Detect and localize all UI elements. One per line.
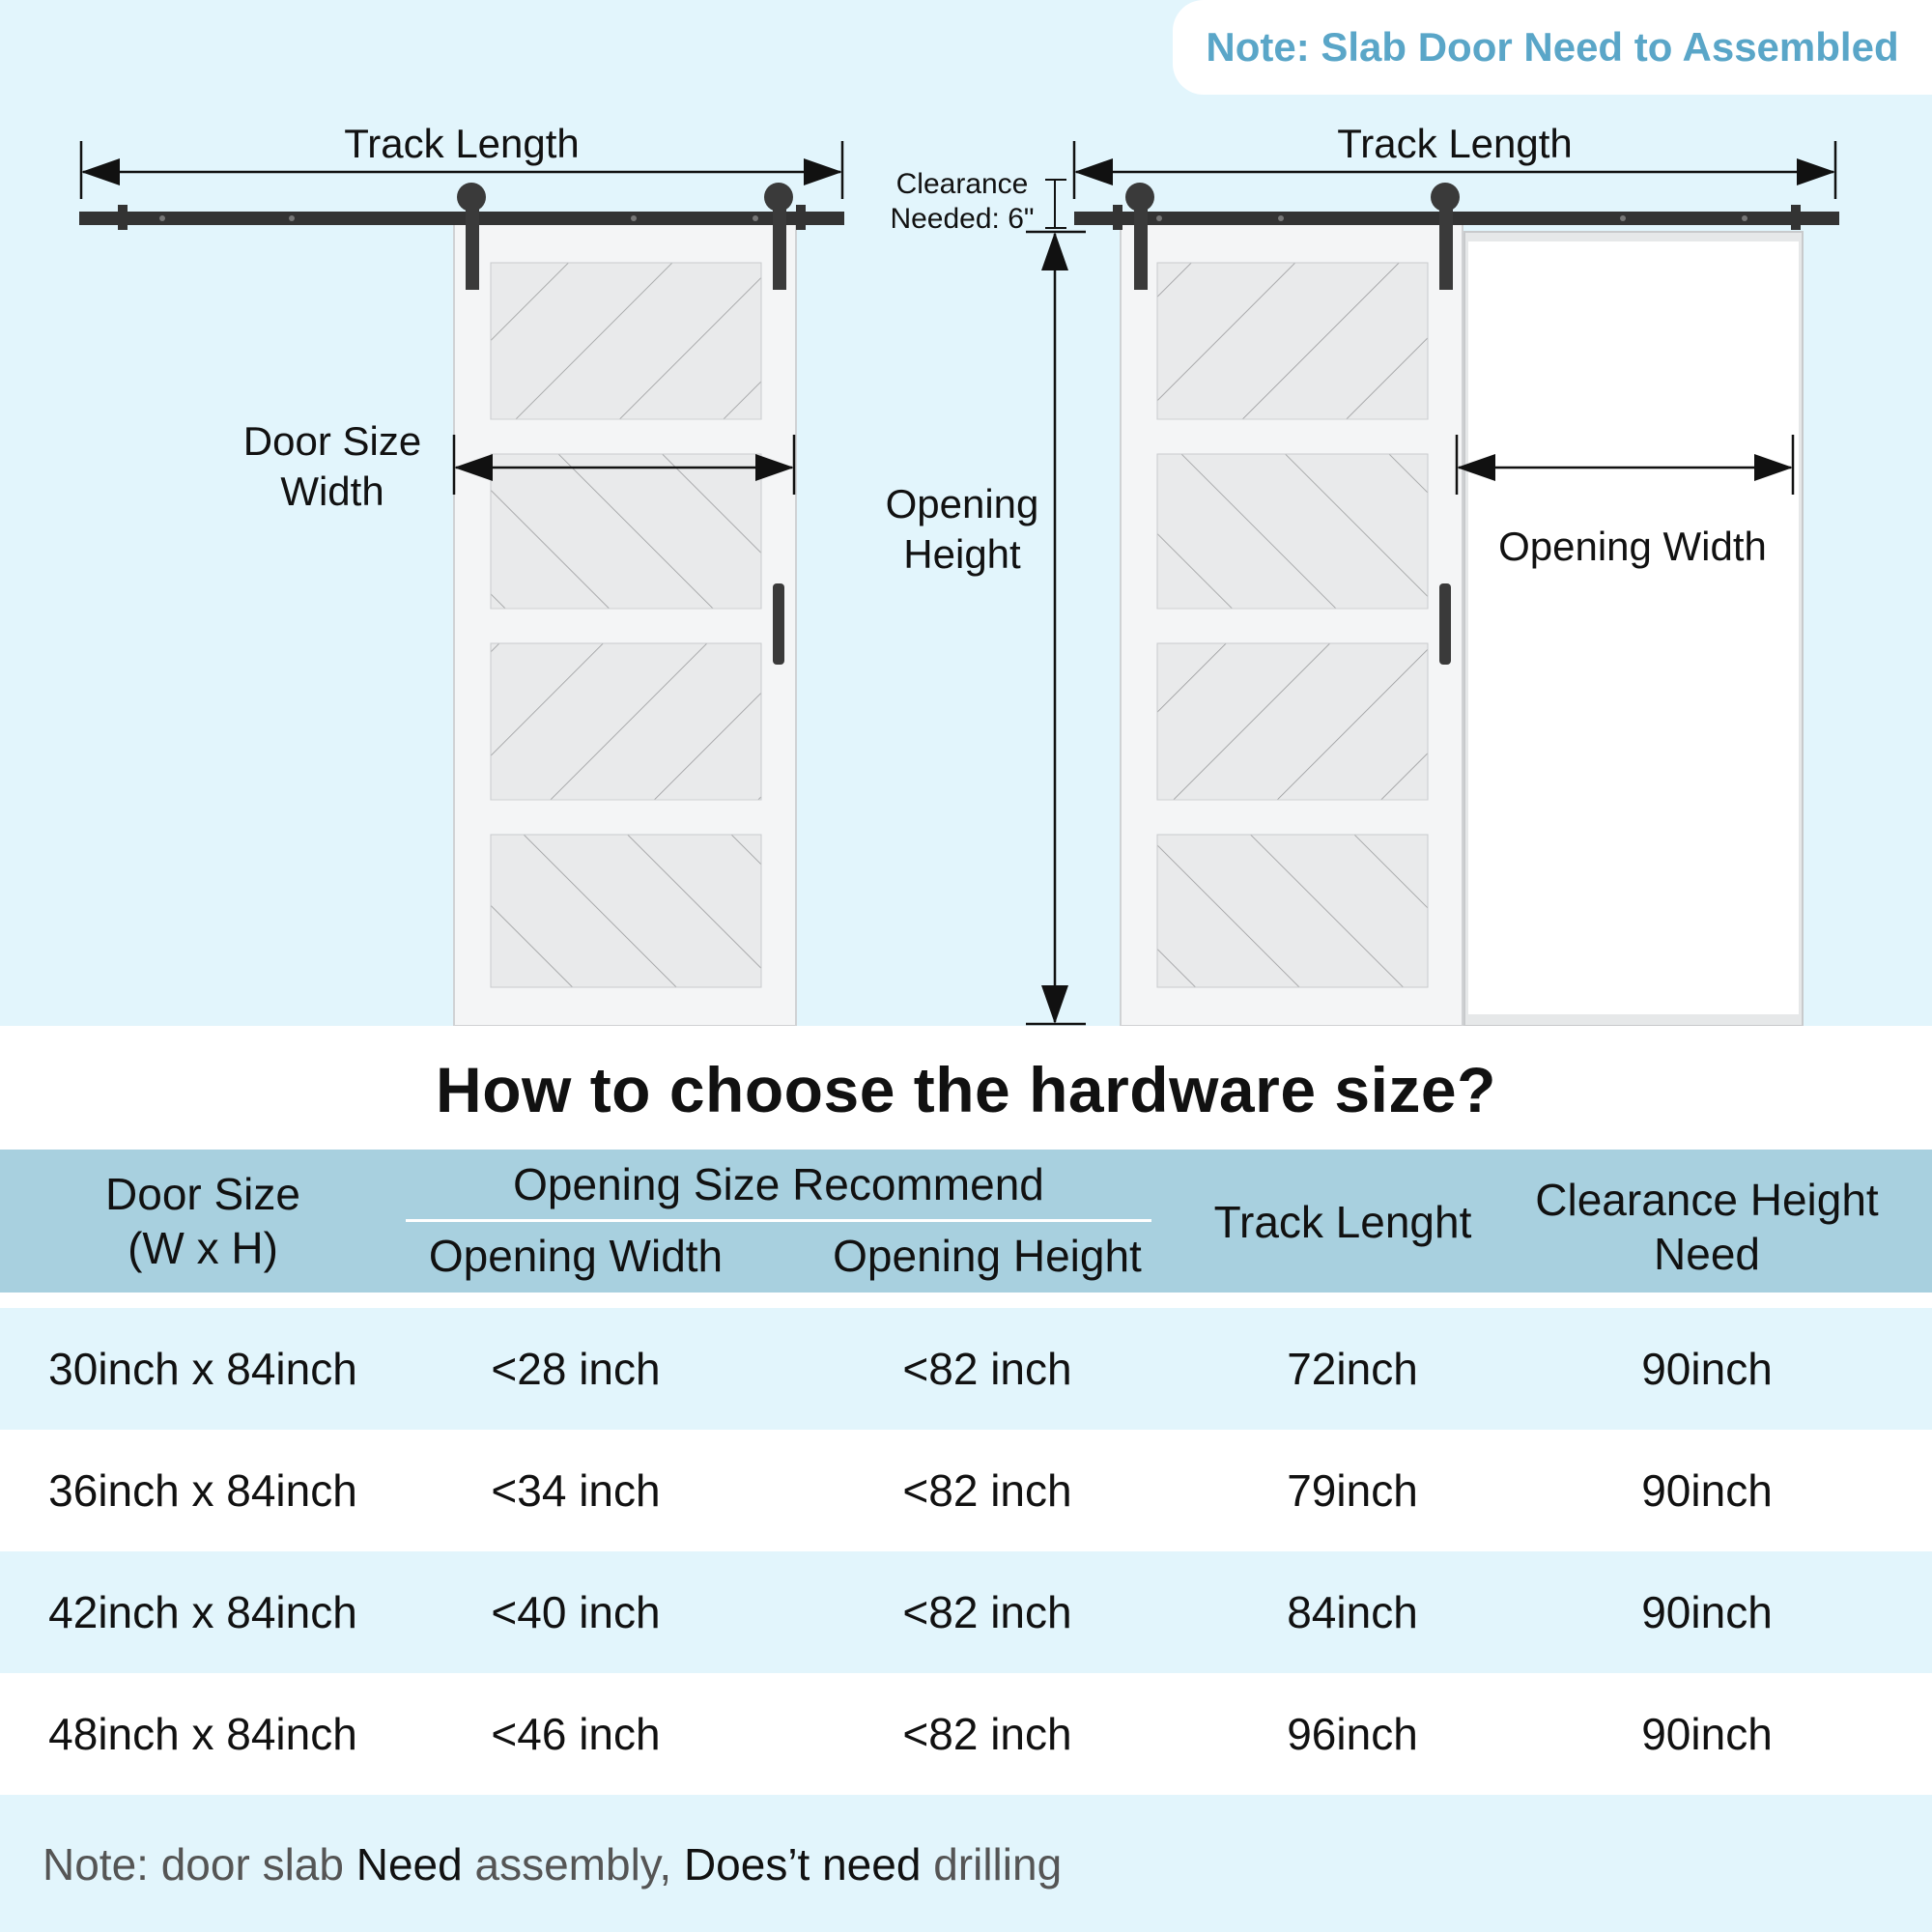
cell-door-size: 30inch x 84inch <box>48 1344 357 1394</box>
cell-opening-height: <82 inch <box>902 1587 1072 1637</box>
footer-note-emphasis: Does’t need <box>683 1839 922 1889</box>
cell-clearance: 90inch <box>1641 1465 1773 1516</box>
cell-clearance: 90inch <box>1641 1344 1773 1394</box>
door-opening <box>1464 232 1803 1026</box>
opening-height-label-line1: Opening <box>885 481 1039 526</box>
left-door <box>454 224 796 1026</box>
door-size-width-label-line2: Width <box>280 469 384 514</box>
door-handle-icon <box>773 583 784 665</box>
footer-note-part: Note: door slab <box>43 1839 356 1889</box>
cell-opening-height: <82 inch <box>902 1344 1072 1394</box>
left-track-length-label: Track Length <box>344 121 580 166</box>
cell-opening-height: <82 inch <box>902 1709 1072 1759</box>
cell-door-size: 36inch x 84inch <box>48 1465 357 1516</box>
top-note: Note: Slab Door Need to Assembled <box>1173 0 1932 95</box>
cell-opening-width: <46 inch <box>491 1709 661 1759</box>
right-door <box>1121 224 1463 1026</box>
cell-opening-width: <34 inch <box>491 1465 661 1516</box>
opening-height-label-line2: Height <box>903 531 1021 577</box>
clearance-label-line1: Clearance <box>895 168 1029 200</box>
header-door-size-line1: Door Size <box>105 1169 300 1219</box>
header-track-length: Track Lenght <box>1213 1197 1472 1247</box>
cell-track-length: 84inch <box>1287 1587 1418 1637</box>
door-size-width-label-line1: Door Size <box>242 418 422 464</box>
footer-note-part: assembly, <box>462 1839 684 1889</box>
header-group-divider <box>406 1219 1151 1222</box>
cell-opening-height: <82 inch <box>902 1465 1072 1516</box>
cell-opening-width: <28 inch <box>491 1344 661 1394</box>
table-row <box>0 1430 1932 1551</box>
header-opening-group: Opening Size Recommend <box>513 1159 1044 1209</box>
cell-track-length: 72inch <box>1287 1344 1418 1394</box>
footer-note-part: drilling <box>921 1839 1063 1889</box>
header-opening-width: Opening Width <box>428 1231 724 1281</box>
cell-clearance: 90inch <box>1641 1587 1773 1637</box>
table-row <box>0 1308 1932 1430</box>
header-clearance-line1: Clearance Height <box>1535 1175 1879 1225</box>
cell-track-length: 96inch <box>1287 1709 1418 1759</box>
table-row <box>0 1551 1932 1673</box>
right-track-length-label: Track Length <box>1337 121 1573 166</box>
opening-width-label: Opening Width <box>1498 524 1767 569</box>
header-gap <box>0 1293 1932 1308</box>
section-title: How to choose the hardware size? <box>436 1054 1496 1125</box>
door-handle-icon <box>1439 583 1451 665</box>
cell-clearance: 90inch <box>1641 1709 1773 1759</box>
cell-door-size: 48inch x 84inch <box>48 1709 357 1759</box>
header-door-size-line2: (W x H) <box>128 1223 278 1273</box>
cell-door-size: 42inch x 84inch <box>48 1587 357 1637</box>
footer-note <box>43 1838 1062 1890</box>
clearance-label-line2: Needed: 6" <box>890 203 1035 235</box>
cell-track-length: 79inch <box>1287 1465 1418 1516</box>
header-opening-height: Opening Height <box>833 1231 1142 1281</box>
cell-opening-width: <40 inch <box>491 1587 661 1637</box>
footer-note-emphasis: Need <box>355 1839 463 1889</box>
header-clearance-line2: Need <box>1654 1229 1760 1279</box>
table-row <box>0 1673 1932 1795</box>
